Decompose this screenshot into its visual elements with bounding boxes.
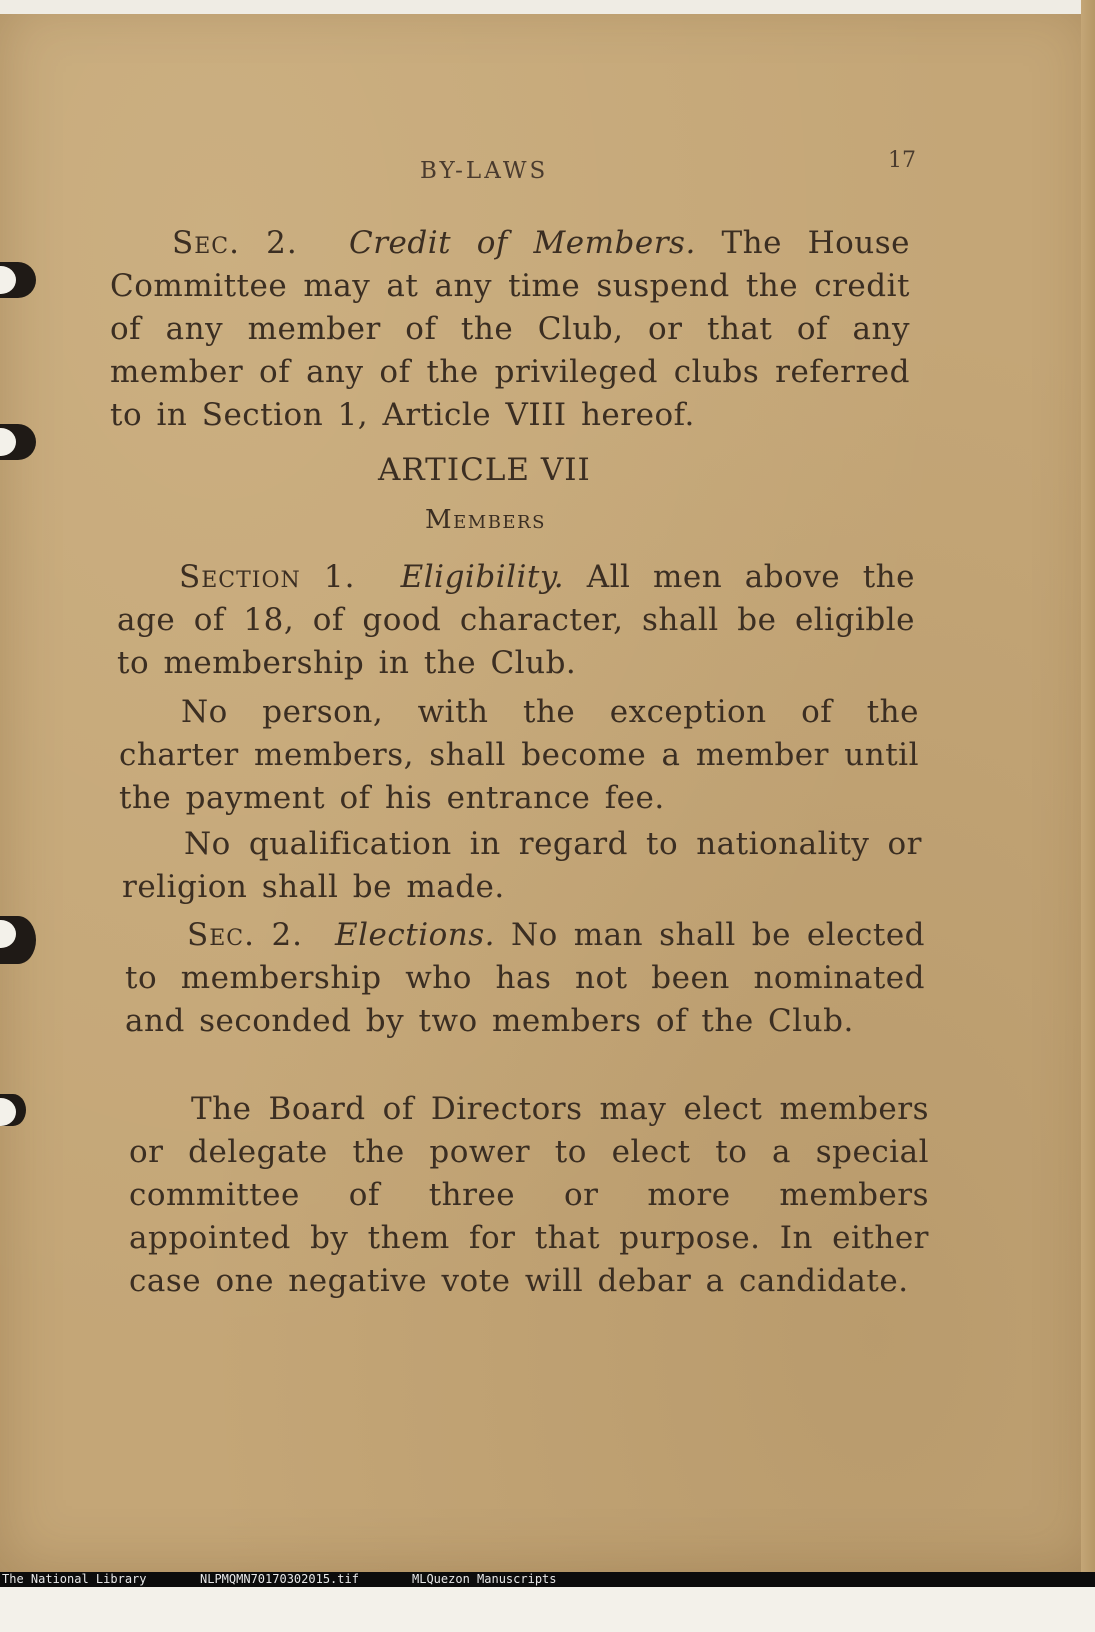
article-subtitle: Members [425,505,546,535]
section-label: Section 1. [179,559,356,595]
binding-hole-1 [0,262,36,298]
footer-collection: MLQuezon Manuscripts [412,1572,557,1586]
page-edge-shadow [1081,0,1095,1572]
footer-filename: NLPMQMN70170302015.tif [200,1572,359,1586]
scan-footer-bar [0,1572,1095,1587]
section-title: Elections. [335,917,496,953]
paragraph-credit-of-members [110,222,910,437]
page-number: 17 [888,148,916,173]
footer-library: The National Library [2,1572,147,1586]
running-head: BY-LAWS [420,158,549,184]
binding-hole-3 [0,916,36,964]
paragraph-eligibility [117,556,915,685]
section-text: All men above the age of 18, of good character, shall be eligible to membership in the Club. [117,559,915,681]
section-label: Sec. 2. [187,917,304,953]
paragraph-no-person: No person, with the exception of the charter members, shall become a member until the payment of his entrance fee. [119,694,919,816]
paragraph-no-qualification: No qualification in regard to nationality or religion shall be made. [122,826,922,905]
section-label: Sec. 2. [172,225,298,261]
section-title: Credit of Members. [349,225,696,261]
section-text: The House Committee may at any time suspend the credit of any member of the Club, or that of any member of any of the privileged clubs referred to in Section 1, Article VIII hereof. [110,225,911,433]
section-text: No man shall be elected to membership who has not been nominated and seconded by two members of the Club. [125,917,926,1039]
paragraph-elections [125,914,925,1043]
binding-hole-2 [0,424,36,460]
scan-top-margin [0,0,1095,14]
article-title: ARTICLE VII [378,452,591,488]
section-title: Eligibility. [400,559,565,595]
binding-hole-4 [0,1094,26,1126]
paragraph-board-of-directors: The Board of Directors may elect members or delegate the power to elect to a special committee of three or more members appointed by them for that purpose. In either case one negative vote will debar a candidate. [129,1091,929,1299]
